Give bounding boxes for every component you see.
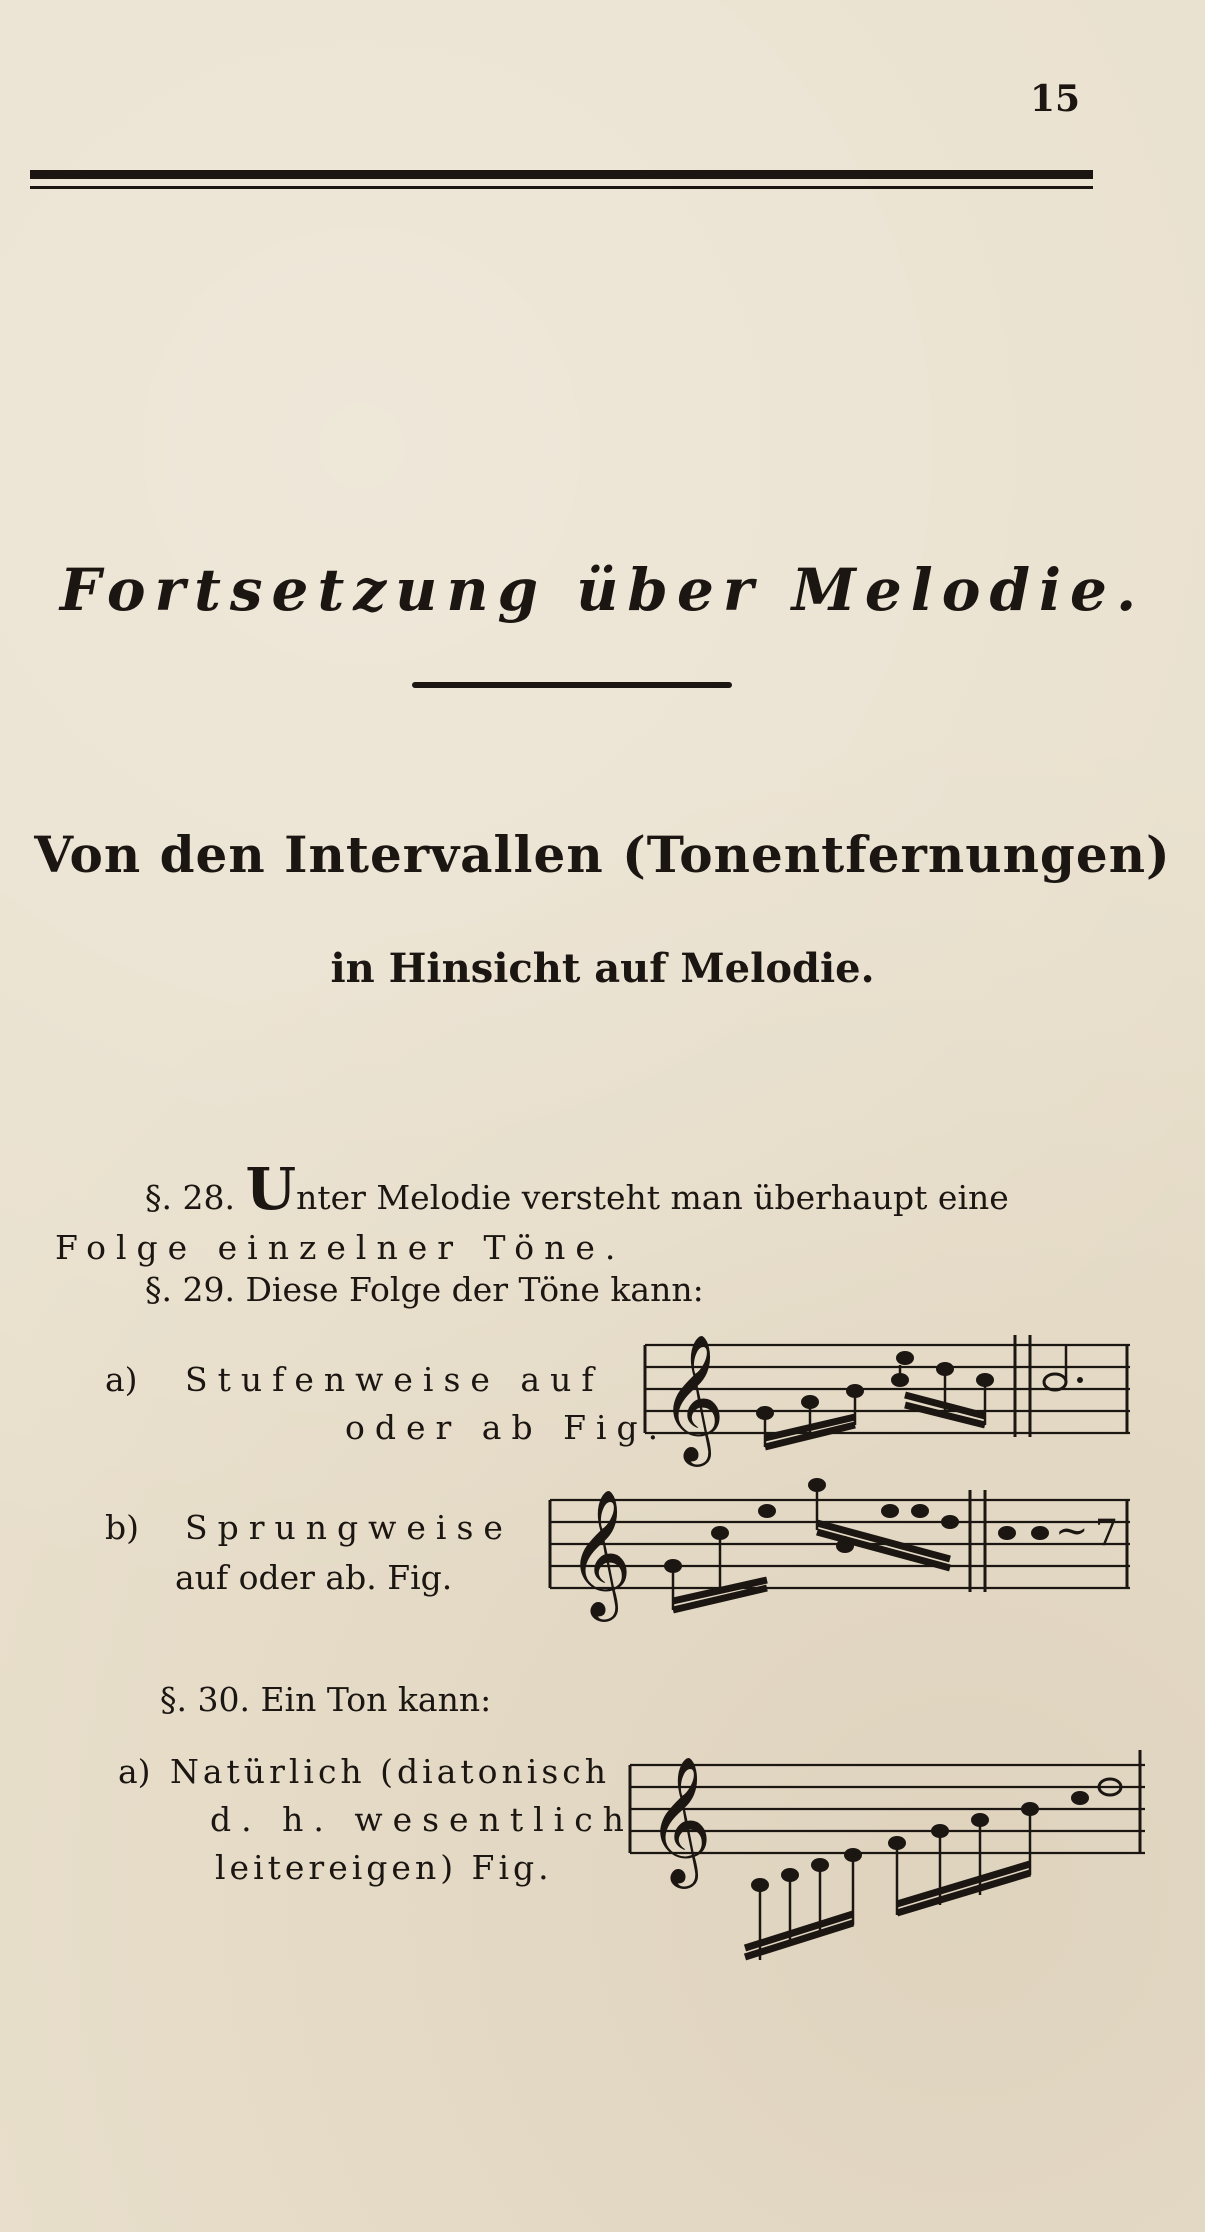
paragraph-30-line1: [160, 1680, 491, 1719]
item-30a-line1: Natürlich (diatonisch: [170, 1752, 611, 1791]
title-divider: [412, 682, 732, 688]
rest-mark-2: 7: [1095, 1513, 1118, 1554]
item-30a-line3: leitereigen) Fig.: [215, 1848, 553, 1887]
drop-initial: U: [245, 1155, 297, 1223]
paragraph-text: nter Melodie versteht man überhaupt eine: [296, 1178, 1009, 1217]
final-notes: [998, 1526, 1049, 1540]
rest-mark: ~: [1055, 1508, 1089, 1554]
item-30a-label: a): [118, 1752, 151, 1791]
item-b-line1: Sprungweise: [185, 1508, 513, 1547]
paragraph-number: §. 28.: [145, 1178, 235, 1217]
music-example-stepwise: [640, 1325, 1130, 1461]
notes: [751, 1791, 1089, 1892]
paragraph-text: Diese Folge der Töne kann:: [245, 1270, 704, 1309]
page-number: 15: [1030, 78, 1081, 120]
item-a-line2: oder ab Fig.: [345, 1408, 669, 1447]
paragraph-28-line2: Folge einzelner Töne.: [55, 1228, 626, 1267]
treble-clef-icon: 𝄞: [567, 1488, 633, 1616]
beams: [765, 1395, 985, 1447]
item-b-label: b): [105, 1508, 139, 1547]
treble-clef-icon: 𝄞: [660, 1333, 726, 1461]
header-rule-thick: [30, 170, 1093, 179]
paragraph-28-line1: [145, 1155, 1009, 1223]
paragraph-number: §. 29.: [145, 1270, 235, 1309]
paragraph-text: Ein Ton kann:: [260, 1680, 492, 1719]
paragraph-number: §. 30.: [160, 1680, 250, 1719]
item-a-label: a): [105, 1360, 138, 1399]
section-subheading: in Hinsicht auf Melodie.: [330, 945, 875, 992]
section-heading: Von den Intervallen (Tonentfernungen): [34, 825, 1171, 884]
paragraph-29-line1: [145, 1270, 704, 1309]
treble-clef-icon: 𝄞: [647, 1755, 713, 1883]
header-rule-thin: [30, 186, 1093, 189]
chapter-title: Fortsetzung über Melodie.: [59, 556, 1146, 624]
half-note: [1044, 1374, 1066, 1390]
item-a-line1: Stufenweise auf: [185, 1360, 604, 1399]
item-b-line2: auf oder ab. Fig.: [175, 1558, 453, 1597]
music-example-leaps: [545, 1470, 1130, 1620]
item-30a-line2: d. h. wesentlich: [210, 1800, 634, 1839]
music-example-diatonic: [625, 1735, 1145, 1970]
